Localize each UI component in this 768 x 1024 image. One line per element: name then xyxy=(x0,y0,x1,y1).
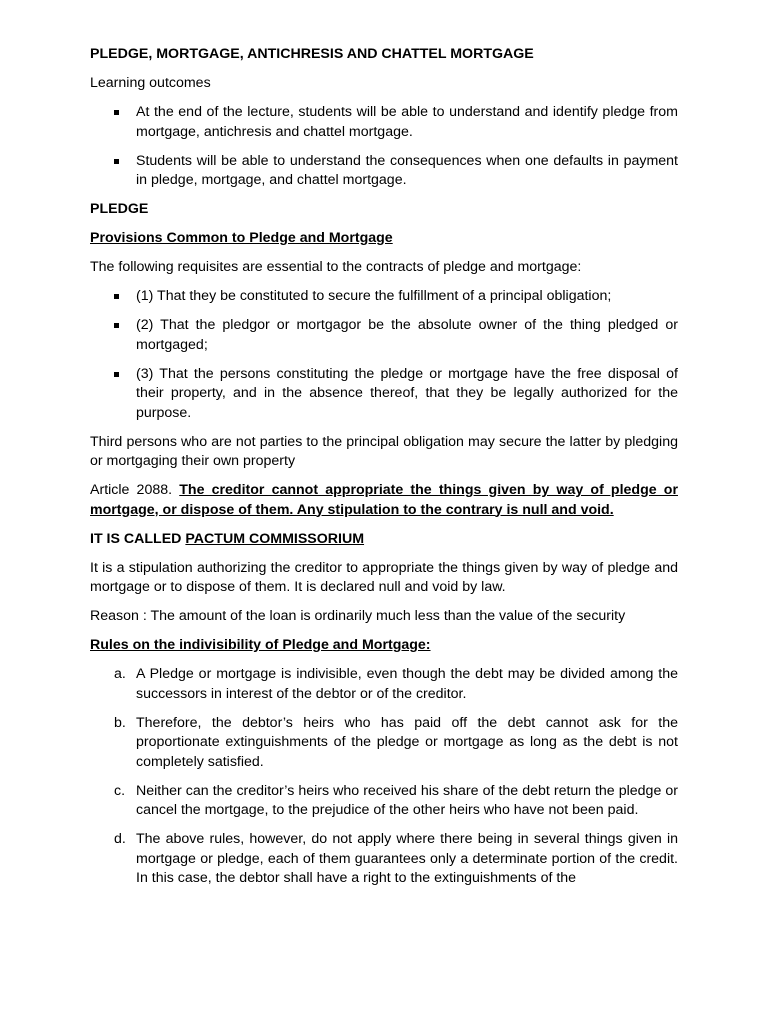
document-title: PLEDGE, MORTGAGE, ANTICHRESIS AND CHATTEL MORTGAGE xyxy=(90,46,534,62)
requisites-list xyxy=(90,287,678,423)
list-marker: c. xyxy=(114,782,126,799)
list-item-text: Students will be able to understand the consequences when one defaults in payment in pledge, mortgage, and chattel mortgage. xyxy=(136,152,678,188)
pactum-heading-prefix: IT IS CALLED xyxy=(90,530,182,547)
square-bullet-icon xyxy=(114,294,119,299)
rules-list xyxy=(90,665,678,889)
list-marker: a. xyxy=(114,666,126,682)
common-provisions-heading: Provisions Common to Pledge and Mortgage xyxy=(90,230,393,246)
list-item xyxy=(90,152,678,191)
list-item-text: (3) That the persons constituting the pledge or mortgage have the free disposal of their property, and in the absence thereof, that they be legally authorized for the purpose. xyxy=(136,365,678,421)
list-item xyxy=(90,316,678,355)
list-item-text: Therefore, the debtor’s heirs who has paid off the debt cannot ask for the proportionate extinguishments of the pledge or mortgage as long as the debt is not completely satisfied. xyxy=(136,714,678,770)
rules-heading: Rules on the indivisibility of Pledge and Mortgage: xyxy=(90,637,431,653)
list-item xyxy=(90,103,678,142)
learning-outcomes-heading: Learning outcomes xyxy=(90,75,211,91)
list-item-text: Neither can the creditor’s heirs who received his share of the debt return the pledge or cancel the mortgage, to the prejudice of the other heirs who have not been paid. xyxy=(136,782,678,818)
list-marker: b. xyxy=(114,714,126,731)
learning-outcomes-list xyxy=(90,103,678,191)
pledge-heading: PLEDGE xyxy=(90,201,149,217)
list-item xyxy=(90,714,678,773)
definition-paragraph: It is a stipulation authorizing the creditor to appropriate the things given by way of pledge and mortgage or to dispose of them. It is declared null and void by law. xyxy=(90,559,678,595)
list-item-text: The above rules, however, do not apply where there being in several things given in mortgage or pledge, each of them guarantees only a determinate portion of the credit. In this case, the debtor shall have a right to the extinguishments of the xyxy=(136,831,678,886)
reason-paragraph: Reason : The amount of the loan is ordinarily much less than the value of the security xyxy=(90,608,626,624)
list-item-text: (2) That the pledgor or mortgagor be the absolute owner of the thing pledged or mortgaged; xyxy=(136,317,678,353)
article-number: Article 2088. xyxy=(90,482,173,498)
square-bullet-icon xyxy=(114,323,119,328)
third-persons-paragraph: Third persons who are not parties to the principal obligation may secure the latter by pledging or mortgaging their own property xyxy=(90,433,678,469)
square-bullet-icon xyxy=(114,159,119,164)
article-text: The creditor cannot appropriate the things given by way of pledge or mortgage, or dispose of them. Any stipulation to the contrary is null and void. xyxy=(90,482,678,518)
list-item-text: A Pledge or mortgage is indivisible, even though the debt may be divided among the successors in interest of the debtor or of the creditor. xyxy=(136,666,678,702)
list-item-text: At the end of the lecture, students will be able to understand and identify pledge from mortgage, antichresis and chattel mortgage. xyxy=(136,104,678,140)
list-item xyxy=(90,665,678,704)
list-item xyxy=(90,782,678,821)
list-item xyxy=(90,830,678,889)
list-item xyxy=(90,287,678,307)
square-bullet-icon xyxy=(114,110,119,115)
list-item-text: (1) That they be constituted to secure the fulfillment of a principal obligation; xyxy=(136,288,612,304)
requisites-intro: The following requisites are essential to the contracts of pledge and mortgage: xyxy=(90,259,582,275)
list-item xyxy=(90,365,678,424)
pactum-heading xyxy=(90,530,678,550)
list-marker: d. xyxy=(114,831,126,847)
square-bullet-icon xyxy=(114,372,119,377)
article-2088-paragraph xyxy=(90,481,678,520)
pactum-term: PACTUM COMMISSORIUM xyxy=(185,530,365,547)
